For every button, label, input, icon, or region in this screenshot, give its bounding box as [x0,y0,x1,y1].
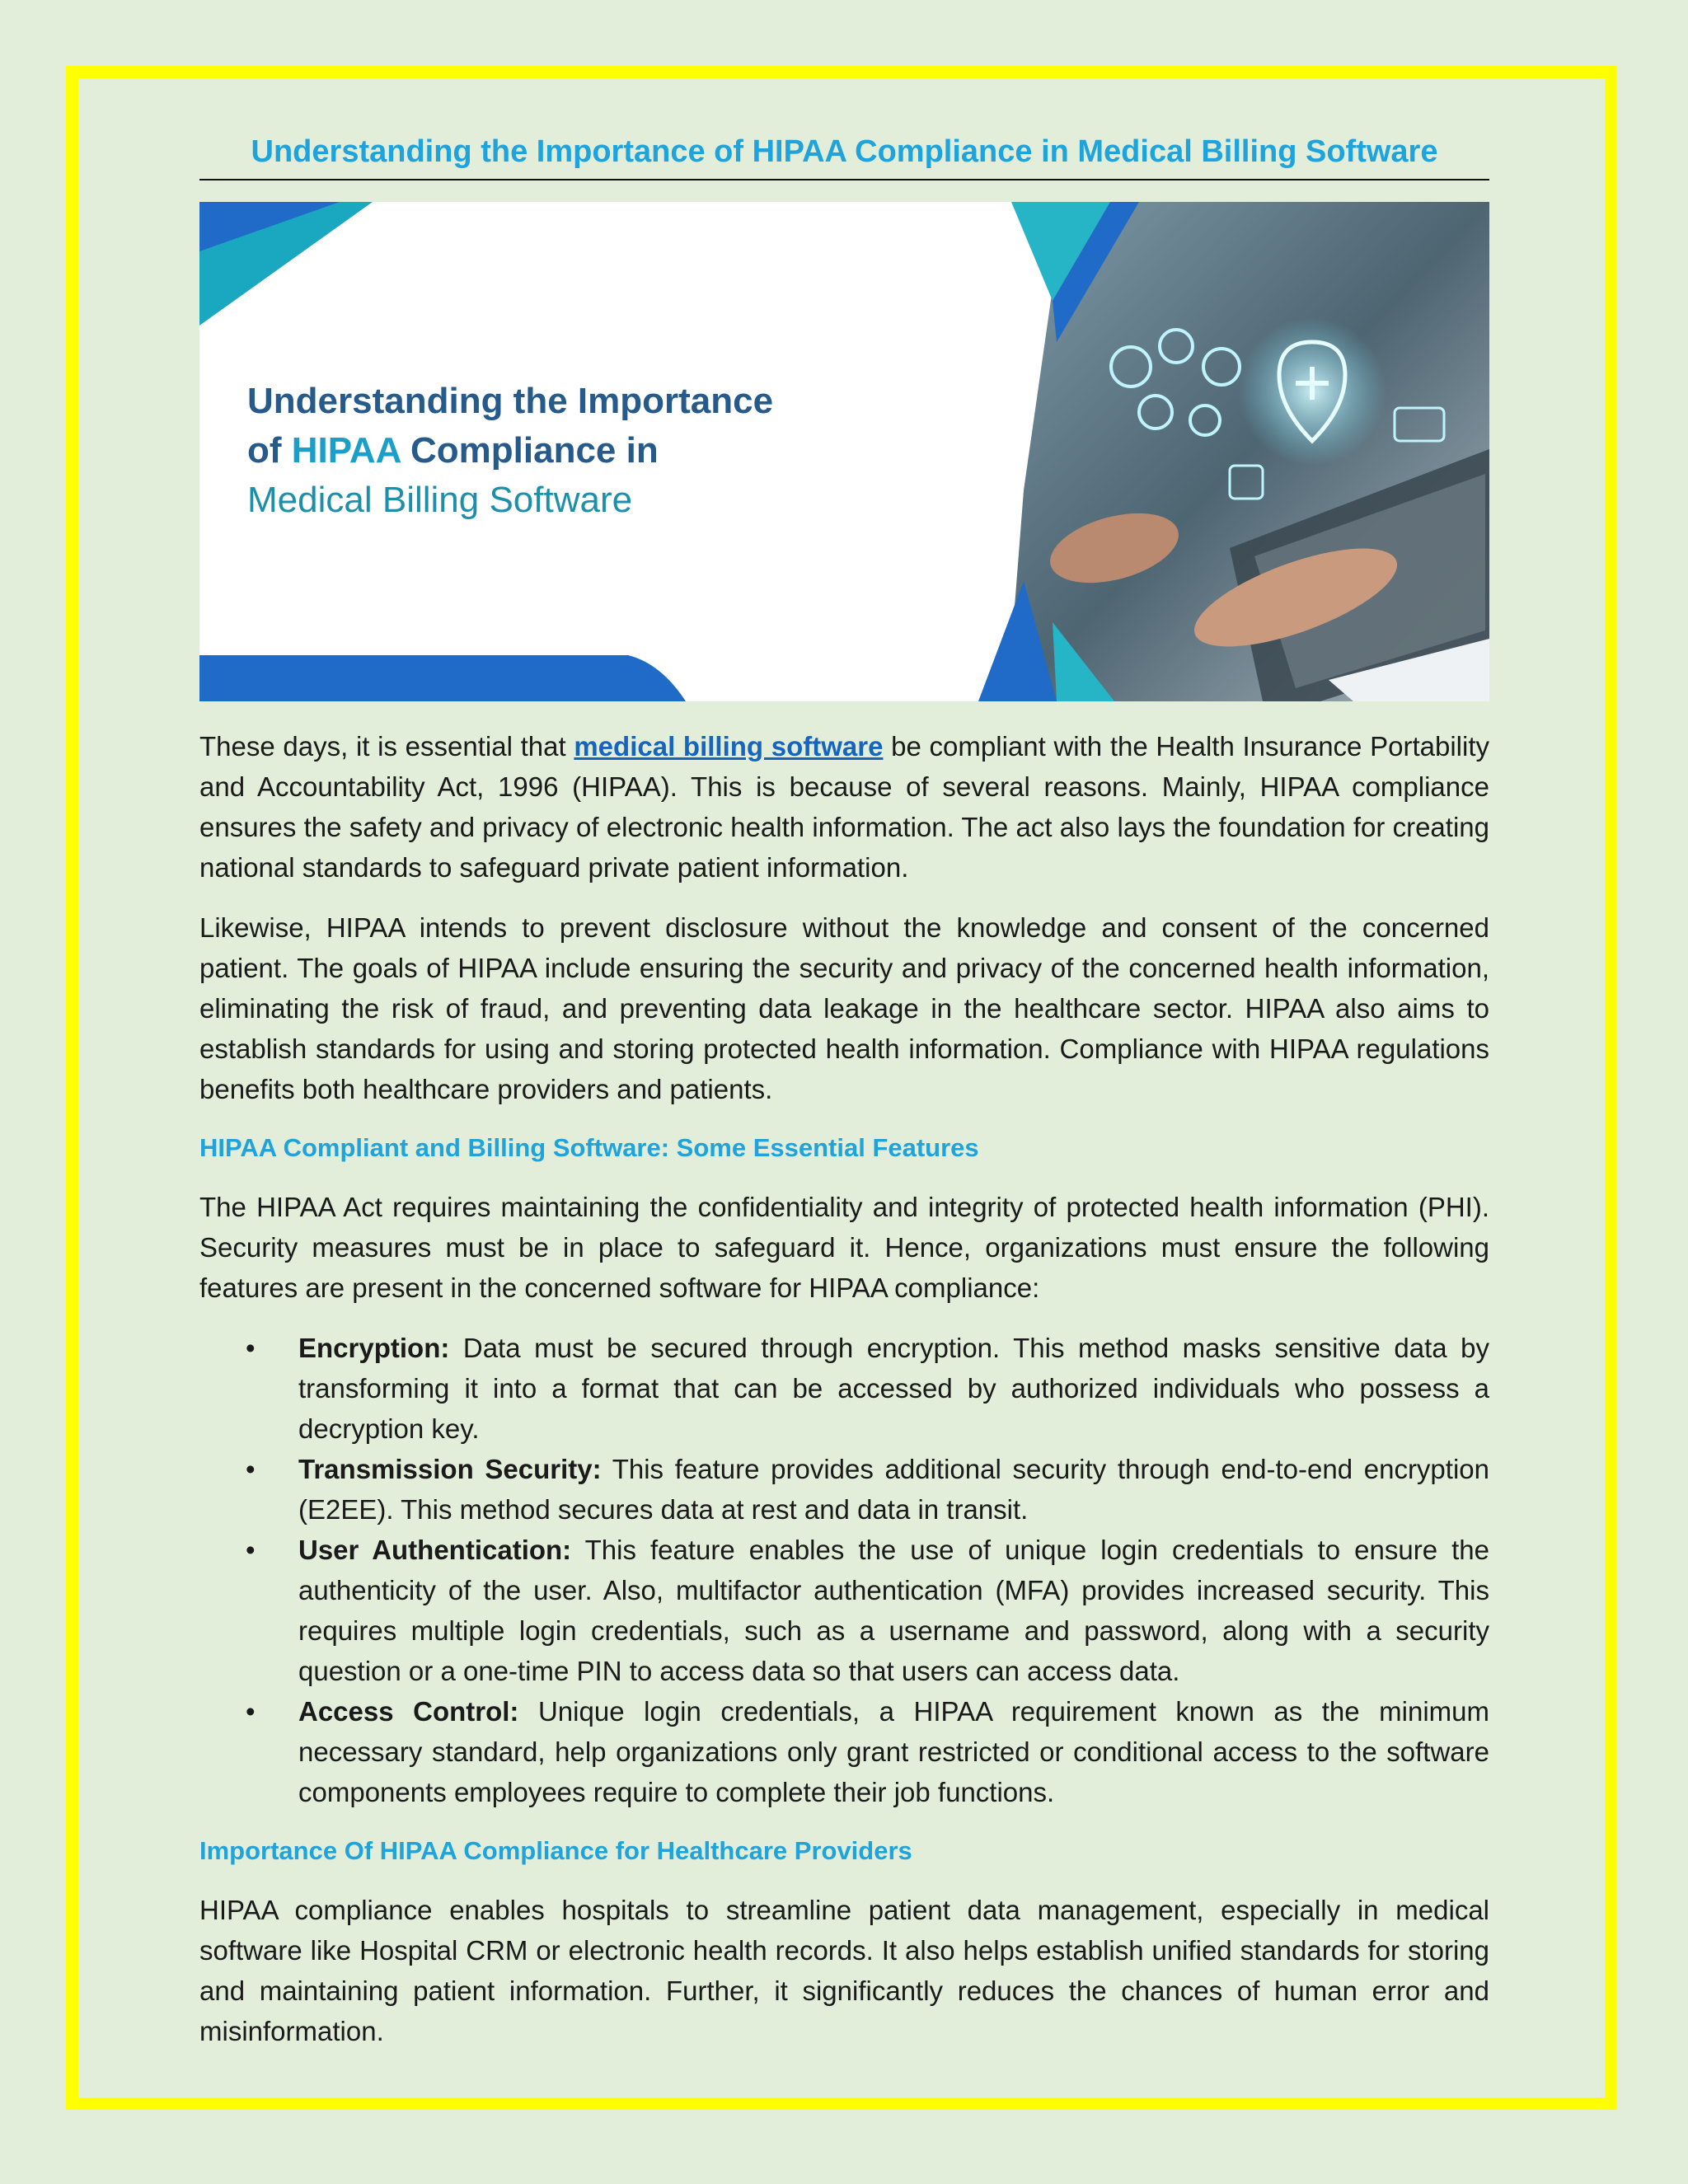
providers-heading: Importance Of HIPAA Compliance for Healthcare Providers [199,1836,912,1866]
providers-paragraph: HIPAA compliance enables hospitals to streamline patient data management, especially in medical software like Hospital CRM or electronic health records. It also helps establish unified standards for storing and maintaining patient information. Further, it significantly reduces the chances of human error and misinformation. [199,1895,1489,2047]
bullet-icon: • [246,1535,256,1566]
feature-text: Unique login credentials, a HIPAA requirement known as the minimum necessary standard, help organizations only grant restricted or conditional access to the software components employees require to complete their job functions. [298,1696,1489,1808]
list-item [199,1449,1489,1530]
feature-text: This feature enables the use of unique login credentials to ensure the authenticity of the user. Also, multifactor authentication (MFA) provides increased security. This requires multiple login credentials, such as a username and password, along with a security question or a one-time PIN to access data so that users can access data. [298,1535,1489,1687]
document-content [199,132,1489,2051]
intro-paragraph-2: Likewise, HIPAA intends to prevent disclosure without the knowledge and consent of the concerned patient. The goals of HIPAA include ensuring the security and privacy of the concerned health information, eliminating the risk of fraud, and preventing data leakage in the healthcare sector. HIPAA also aims to establish standards for using and storing protected health information. Compliance with HIPAA regulations benefits both healthcare providers and patients. [199,912,1489,1105]
feature-text: This feature provides additional security through end-to-end encryption (E2EE). This method secures data at rest and data in transit. [298,1454,1489,1526]
intro-paragraph-1 [199,726,1489,888]
features-intro-paragraph: The HIPAA Act requires maintaining the confidentiality and integrity of protected health information (PHI). Security measures must be in place to safeguard it. Hence, organizations must ensure the following features are present in the concerned software for HIPAA compliance: [199,1192,1489,1304]
feature-term: Transmission Security: [298,1454,602,1485]
feature-text: Data must be secured through encryption. This method masks sensitive data by transforming it into a format that can be accessed by authorized individuals who possess a decryption key. [298,1333,1489,1445]
banner-hipaa-highlight: HIPAA [291,430,401,471]
banner-heading [247,377,773,525]
bullet-icon: • [246,1454,256,1485]
features-list [199,1328,1489,1812]
feature-term: User Authentication: [298,1535,572,1566]
banner-line-2-suffix: Compliance in [400,430,659,471]
bottom-blue-shape [199,655,686,701]
intro-p1-rest: be compliant with the Health Insurance Portability and Accountability Act, 1996 (HIPAA). This is because of several reasons. Mainly, HIPAA compliance ensures the safety and privacy of electronic health information. The act also lays the foundation for creating national standards to safeguard private patient information. [199,731,1489,883]
banner-line-2-prefix: of [247,430,292,471]
medical-billing-software-link[interactable]: medical billing software [574,731,884,762]
feature-term: Encryption: [298,1333,450,1364]
bullet-icon: • [246,1333,256,1364]
page-title: Understanding the Importance of HIPAA Compliance in Medical Billing Software [199,132,1489,180]
banner-line-1: Understanding the Importance [247,381,774,422]
list-item [199,1691,1489,1812]
banner-line-2 [247,426,773,476]
list-item [199,1530,1489,1691]
hero-banner-image [199,202,1489,701]
list-item [199,1328,1489,1449]
features-heading: HIPAA Compliant and Billing Software: Some Essential Features [199,1133,979,1163]
intro-p1-lead: These days, it is essential that [199,731,574,762]
feature-term: Access Control: [298,1696,519,1727]
bullet-icon: • [246,1696,256,1727]
banner-line-3: Medical Billing Software [247,480,633,521]
